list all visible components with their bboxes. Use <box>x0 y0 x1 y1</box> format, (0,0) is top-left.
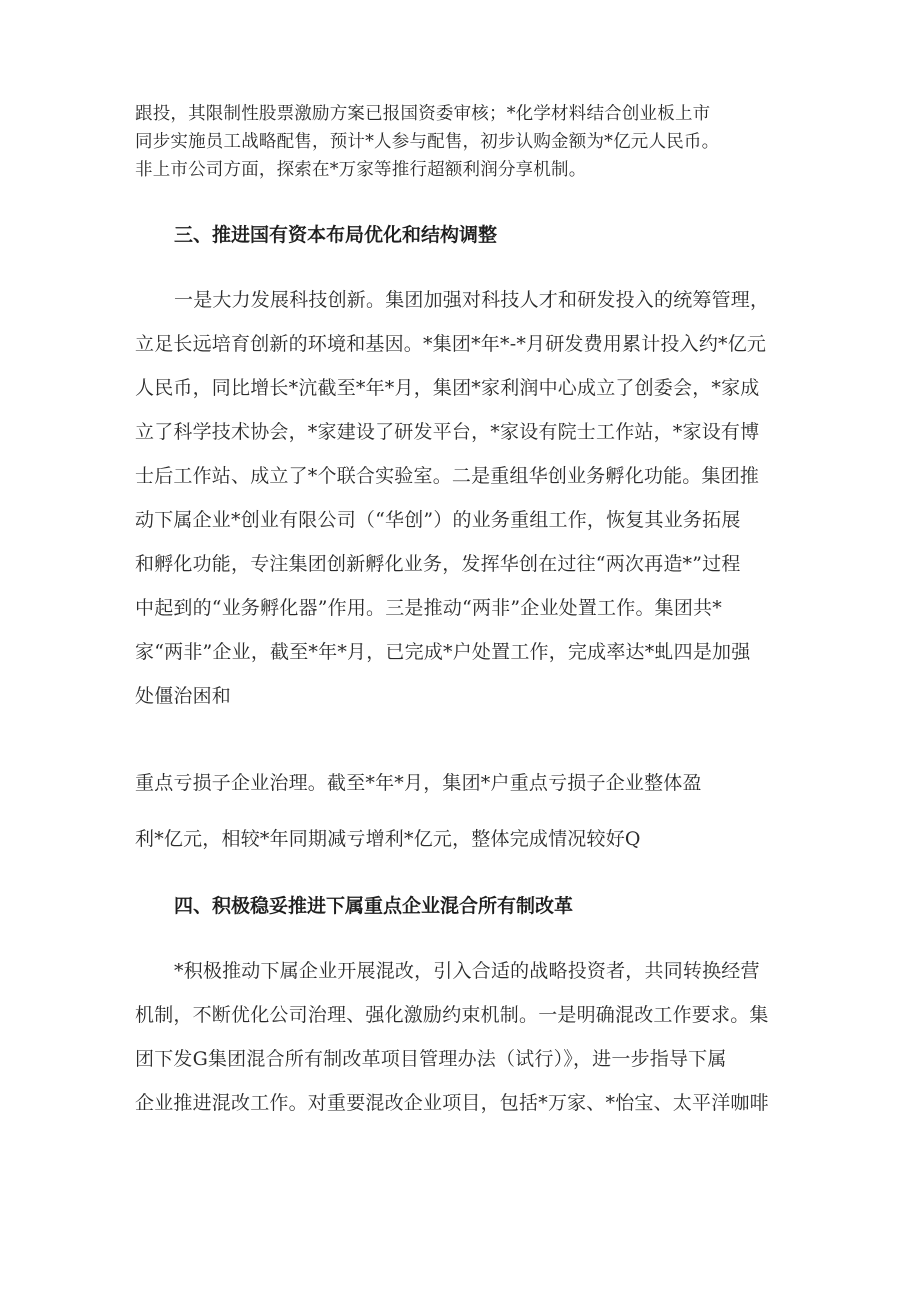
intro-line-1: 跟投，其限制性股票激励方案已报国资委审核；*化学材料结合创业板上市 <box>135 104 711 124</box>
section3-line-4: 立了科学技术协会，*家建设了研发平台，*家设有院士工作站，*家设有博 <box>135 421 760 443</box>
section3-line-1: 一是大力发展科技创新。集团加强对科技人才和研发投入的统筹管理， <box>174 289 770 311</box>
section3-continuation-line-1: 重点亏损子企业治理。截至*年*月，集团*户重点亏损子企业整体盈 <box>135 772 702 794</box>
section3-heading: 三、推进国有资本布局优化和结构调整 <box>174 224 498 246</box>
intro-line-2: 同步实施员工战略配售，预计*人参与配售，初步认购金额为*亿元人民币。 <box>135 132 720 152</box>
section4-line-1: *积极推动下属企业开展混改，引入合适的战略投资者，共同转换经营 <box>174 960 760 982</box>
section4-line-3: 团下发G集团混合所有制改革项目管理办法（试行）》，进一步指导下属 <box>135 1048 727 1070</box>
section4-line-4: 企业推进混改工作。对重要混改企业项目，包括*万家、*怡宝、太平洋咖啡 <box>135 1092 769 1114</box>
section4-line-2: 机制，不断优化公司治理、强化激励约束机制。一是明确混改工作要求。集 <box>135 1004 769 1026</box>
section3-line-2: 立足长远培育创新的环境和基因。*集团*年*-*月研发费用累计投入约*亿元 <box>135 333 767 355</box>
section3-line-10: 处僵治困和 <box>135 685 232 707</box>
section3-line-5: 士后工作站、成立了*个联合实验室。二是重组华创业务孵化功能。集团推 <box>135 465 760 487</box>
section3-line-3: 人民币，同比增长*沆截至*年*月，集团*家利润中心成立了创委会，*家成 <box>135 377 760 399</box>
section3-line-6: 动下属企业*创业有限公司（“华创”）的业务重组工作，恢复其业务拓展 <box>135 509 741 531</box>
section3-line-8: 中起到的“业务孵化器”作用。三是推动“两非”企业处置工作。集团共* <box>135 597 722 619</box>
section3-line-7: 和孵化功能，专注集团创新孵化业务，发挥华创在过往“两次再造*”过程 <box>135 553 741 575</box>
section3-line-9: 家“两非”企业，截至*年*月，已完成*户处置工作，完成率达*虬四是加强 <box>135 641 751 663</box>
intro-line-3: 非上市公司方面，探索在*万家等推行超额利润分享机制。 <box>135 160 587 180</box>
section4-heading: 四、积极稳妥推进下属重点企业混合所有制改革 <box>174 895 574 917</box>
section3-continuation-line-2: 利*亿元，相较*年同期减亏增利*亿元，整体完成情况较好Q <box>135 828 641 850</box>
